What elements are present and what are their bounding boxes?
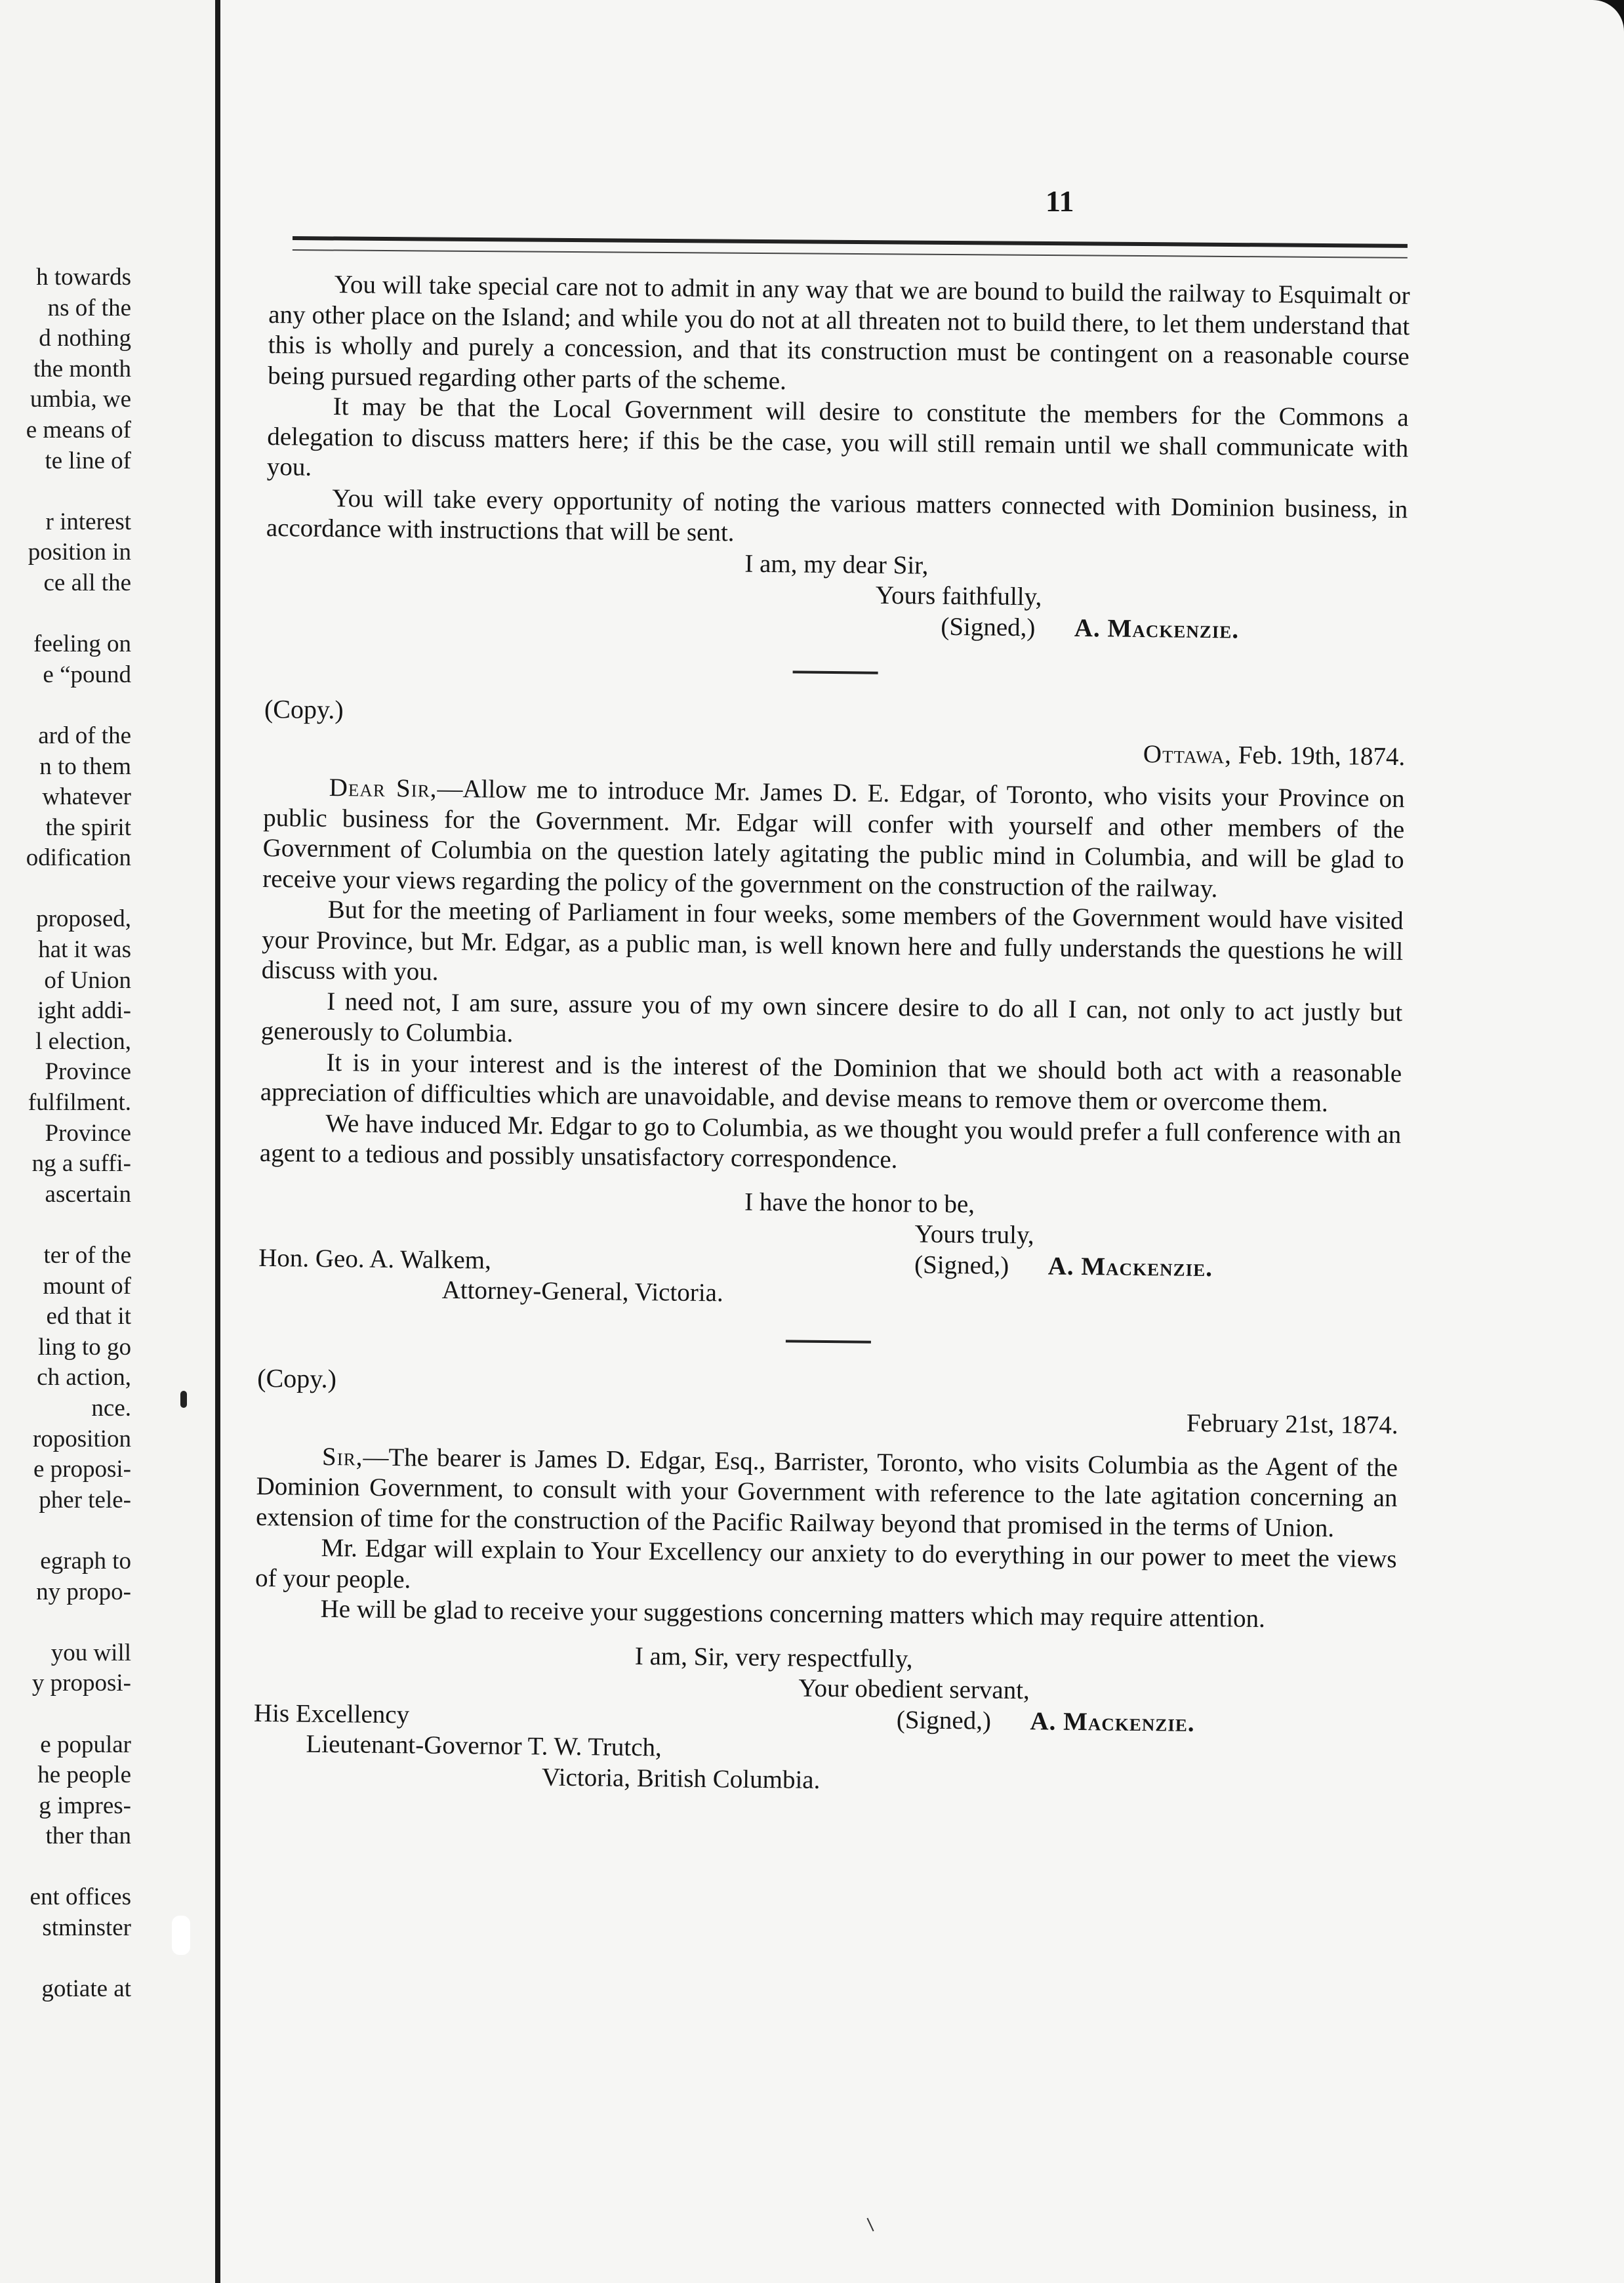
paragraph-text: —Allow me to introduce Mr. James D. E. Edgar, of Toronto, who visits your Province on public business for the Government. Mr. Edgar will confer with yourself and other members of the Government of Columbia on the question lately agitating the public mind in Columbia, and will be glad to receive your views regarding the policy of the government on the construction of the railway. [262,774,1405,903]
paper-blemish [172,1916,190,1955]
binding-mark [180,1391,187,1408]
left-page-line: whatever [42,783,131,811]
copy-label: (Copy.) [264,693,344,725]
left-page-line: feeling on [33,630,131,658]
letter-3 [253,1363,1399,1801]
separator-rule [793,670,878,674]
left-page-line: ch action, [37,1364,131,1391]
letter-3-paragraph [256,1441,1398,1544]
salutation: Dear Sir, [329,773,437,803]
letter-1 [265,269,1410,647]
left-page-line: ed that it [46,1303,131,1330]
left-page-line [0,476,131,507]
left-page-line [0,874,131,905]
left-page-line: roposition [32,1425,131,1452]
left-page-line: fulfilment. [28,1089,131,1117]
letter-2-paragraph: I need not, I am sure, assure you of my own sincere desire to do all I can, not only to act justly but generously to Columbia. [260,987,1403,1048]
letter-1-closing [265,543,1407,647]
letter-3-paragraph: Mr. Edgar will explain to Your Excellency our anxiety to do everything in our power to meet the views of your people. [254,1533,1397,1594]
letter-date [264,730,1405,772]
left-page-line: ter of the [43,1242,131,1269]
left-page-line: ng a suffi- [31,1150,131,1178]
addressee-line: Attorney-General, Victoria. [441,1275,723,1307]
left-page-line: position in [28,539,131,566]
signed-label: (Signed,) [941,612,1036,642]
closing-line: Your obedient servant, [798,1674,1030,1705]
left-page-line: gotiate at [41,1975,131,2003]
left-page-line: n to them [39,752,131,780]
closing-line: Yours faithfully, [875,581,1042,611]
closing-line: I am, Sir, very respectfully, [634,1641,913,1673]
left-page-line: ard of the [38,722,131,749]
left-page-line: umbia, we [30,386,131,413]
book-gutter [215,0,220,2283]
signature: A. Mackenzie. [1047,1252,1213,1282]
left-page-line: ight addi- [37,997,131,1025]
left-page-line: odification [26,844,131,872]
letter-2-paragraph: It is in your interest and is the interest of the Dominion that we should both act with a reasonable appreciation of difficulties which are unavoidable, and devise means to remove them or overcome them. [260,1048,1402,1117]
left-page-line: d nothing [39,325,131,352]
left-page-line: mount of [43,1272,131,1300]
left-page-line [0,1944,131,1975]
left-page-line: l election, [35,1027,131,1055]
letter-3-closing [253,1637,1396,1801]
left-page-line [0,690,131,721]
letter-date: February 21st, 1874. [1186,1409,1398,1440]
closing-line: I am, my dear Sir, [744,549,929,580]
left-page-line: Province [45,1119,131,1147]
letter-2-closing [258,1182,1400,1315]
right-page [220,0,1624,2283]
place-label: Ottawa, [1143,739,1232,769]
letter-2 [258,694,1406,1316]
addressee-line: Hon. Geo. A. Walkem, [258,1243,492,1275]
letter-1-paragraph: You will take every opportunity of noting the various matters connected with Dominion business, in accordance with instructions that will be sent. [266,483,1408,547]
left-page-text-column [0,262,131,2005]
left-page-line: ce all the [43,569,131,596]
left-page-line: ent offices [30,1883,131,1911]
salutation: Sir, [321,1442,363,1471]
closing-line: Yours truly, [914,1220,1034,1250]
left-page-line [0,1852,131,1883]
letter-1-paragraph: You will take special care not to admit in any way that we are bound to build the railway to Esquimalt or any other place on the Island; and while you do not at all threaten not to build there, to let them understand that this is wholly and purely a concession, and that its construction must be contingent on a reasonable course being pursued regarding other parts of the scheme. [268,270,1410,395]
date-text: Feb. 19th, 1874. [1238,741,1406,771]
signed-label: (Signed,) [914,1250,1009,1280]
left-page-line: the month [33,355,131,382]
page-content [253,269,1410,1801]
copy-label: (Copy.) [257,1363,337,1393]
left-page-line: egraph to [40,1547,131,1574]
separator-rule [786,1340,871,1343]
left-page-line: of Union [44,966,131,994]
left-page-line: e popular [40,1731,131,1758]
letter-2-paragraph: We have induced Mr. Edgar to go to Columbia, as we thought you would prefer a full conference with an agent to a tedious and possibly unsatisfactory correspondence. [259,1109,1402,1174]
left-page-line: ascertain [45,1180,131,1208]
left-page-line: he people [37,1761,131,1789]
left-page-line: ling to go [38,1333,131,1361]
left-page-line: ny propo- [36,1578,131,1605]
letter-3-paragraph: He will be glad to receive your suggestions concerning matters which may require attention. [320,1594,1266,1634]
stray-mark [866,2218,874,2232]
left-page-line [0,1210,131,1241]
left-page-line: te line of [45,447,131,474]
header-rule [293,236,1408,258]
signature-line [897,1705,1195,1738]
closing-line: I have the honor to be, [744,1187,975,1218]
page-number: 11 [1045,184,1074,218]
left-page-line: ns of the [47,294,131,321]
left-page-line: g impres- [39,1792,131,1819]
letter-1-paragraph: It may be that the Local Government will desire to constitute the members for the Commons a delegation to discuss matters here; if this be the case, you will still remain until we shall communicate with you. [266,392,1409,482]
left-page-line: Province [45,1058,131,1086]
signed-label: (Signed,) [896,1705,992,1735]
left-page-line [0,599,131,630]
letter-2-paragraph: But for the meeting of Parliament in four weeks, some members of the Government would have visited your Province, but Mr. Edgar, as a public man, is well known here and fully understands the questions he will discuss with you. [261,895,1404,986]
left-page-line: you will [51,1639,131,1666]
left-page-line: y proposi- [31,1670,131,1697]
left-page-line: nce. [91,1394,131,1422]
addressee-line: His Excellency [253,1698,410,1729]
left-page-line [0,1515,131,1546]
left-page-line: proposed, [36,905,131,933]
addressee-line: Victoria, British Columbia. [541,1762,821,1794]
left-page-line: e means of [26,416,131,443]
paragraph-text: —The bearer is James D. Edgar, Esq., Barrister, Toronto, who visits Columbia as the Agent of the Dominion Government, to consult with your Government with reference to the late agitation concerning an extension of time for the construction of the Pacific Railway beyond that promised in the terms of Union. [255,1443,1398,1542]
left-page-line: r interest [45,508,131,535]
left-page-line: ther than [45,1822,131,1850]
left-page-line [0,1699,131,1730]
left-page-line: e “pound [43,661,131,688]
signature-line [914,1250,1213,1283]
left-page-line: stminster [42,1914,131,1942]
left-page-line: h towards [36,264,131,291]
left-page-line [0,1607,131,1638]
left-page-line: e proposi- [33,1456,131,1483]
letter-2-paragraph [262,772,1405,906]
left-page-line: pher tele- [39,1486,131,1513]
signature: A. Mackenzie. [1030,1706,1195,1737]
signature: A. Mackenzie. [1074,613,1240,644]
addressee-line: Lieutenant-Governor T. W. Trutch, [306,1729,662,1762]
left-page-line: the spirit [45,813,131,841]
left-page-line: hat it was [38,936,131,964]
